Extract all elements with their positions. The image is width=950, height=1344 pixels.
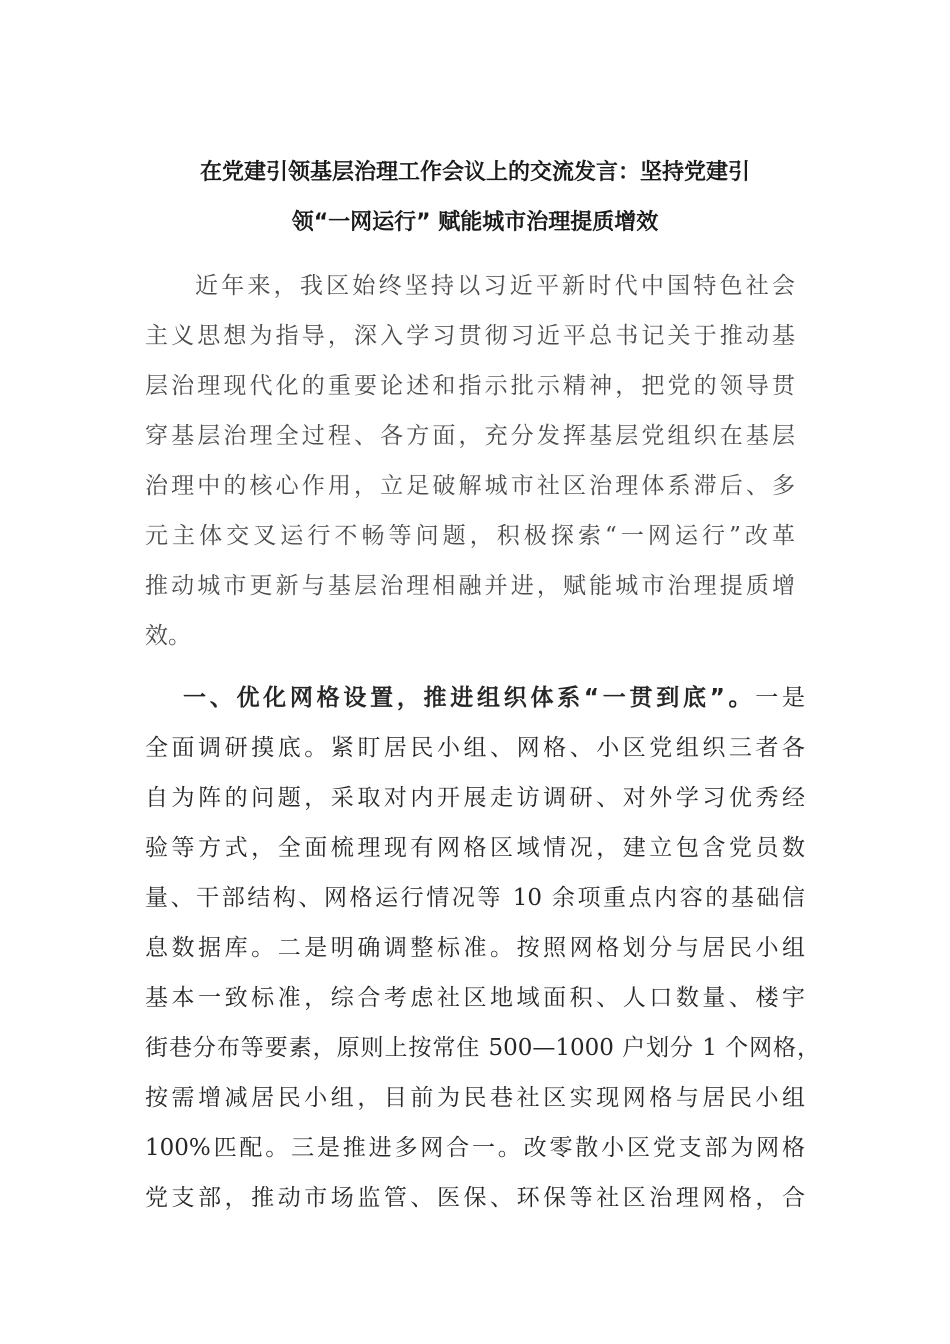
intro-line: 推动城市更新与基层治理相融并进，赋能城市治理提质增 xyxy=(145,573,795,599)
section-1-heading-continuation: 一是 xyxy=(755,685,806,711)
section-1-line: 自为阵的问题，采取对内开展走访调研、对外学习优秀经 xyxy=(145,785,805,811)
intro-line: 穿基层治理全过程、各方面，充分发挥基层党组织在基层 xyxy=(145,423,795,449)
intro-line: 治理中的核心作用，立足破解城市社区治理体系滞后、多 xyxy=(145,473,795,499)
section-1-line: 验等方式，全面梳理现有网格区域情况，建立包含党员数 xyxy=(145,835,805,861)
intro-line: 效。 xyxy=(145,623,191,649)
intro-line: 主义思想为指导，深入学习贯彻习近平总书记关于推动基 xyxy=(145,323,795,349)
section-1-line: 按需增减居民小组，目前为民巷社区实现网格与居民小组 xyxy=(145,1085,805,1111)
section-1-line: 量、干部结构、网格运行情况等 10 余项重点内容的基础信 xyxy=(145,885,805,911)
document-title-line-1: 在党建引领基层治理工作会议上的交流发言：坚持党建引 xyxy=(199,160,750,185)
section-1-line: 全面调研摸底。紧盯居民小组、网格、小区党组织三者各 xyxy=(145,735,805,761)
intro-line: 元主体交叉运行不畅等问题，积极探索“一网运行”改革 xyxy=(145,523,795,549)
section-1-line: 息数据库。二是明确调整标准。按照网格划分与居民小组 xyxy=(145,935,805,961)
intro-line: 层治理现代化的重要论述和指示批示精神，把党的领导贯 xyxy=(145,373,795,399)
section-1-line: 基本一致标准，综合考虑社区地域面积、人口数量、楼宇 xyxy=(145,985,805,1011)
document-title-line-2: 领“一网运行” 赋能城市治理提质增效 xyxy=(291,210,659,235)
section-1-line: 党支部，推动市场监管、医保、环保等社区治理网格，合 xyxy=(145,1185,805,1211)
intro-line: 近年来，我区始终坚持以习近平新时代中国特色社会 xyxy=(195,273,795,299)
section-1-line: 街巷分布等要素，原则上按常住 500—1000 户划分 1 个网格， xyxy=(145,1035,820,1061)
section-1-first-line xyxy=(183,685,805,713)
section-1-line: 100%匹配。三是推进多网合一。改零散小区党支部为网格 xyxy=(145,1135,805,1161)
section-1-heading: 一、优化网格设置，推进组织体系“一贯到底”。 xyxy=(183,685,756,711)
